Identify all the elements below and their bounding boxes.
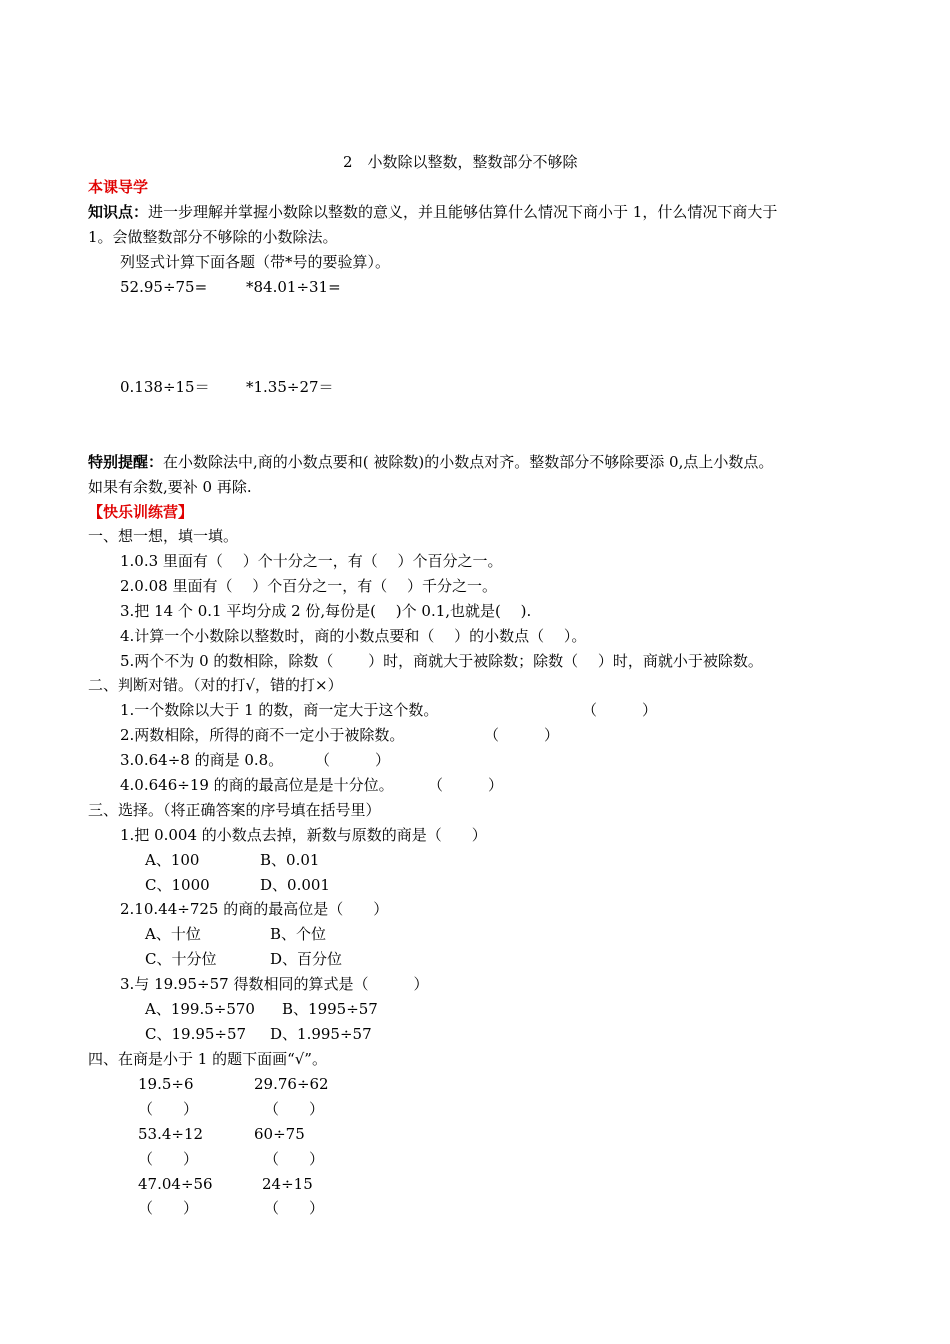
section4-problem-2: 29.76÷62 xyxy=(254,1075,329,1093)
section3-heading: 三、选择。（将正确答案的序号填在括号里） xyxy=(88,801,381,819)
section3-q3-option-d: D、1.995÷57 xyxy=(270,1025,372,1043)
section4-problem-1: 19.5÷6 xyxy=(138,1075,194,1093)
calc-problem-1: 52.95÷75= xyxy=(120,278,208,296)
camp-heading: 【快乐训练营】 xyxy=(88,503,194,521)
section2-item-4: 4.0.646÷19 的商的最高位是是十分位。 xyxy=(120,776,394,794)
reminder-line-1 xyxy=(88,452,773,472)
vertical-calc-instruction: 列竖式计算下面各题（带*号的要验算）。 xyxy=(120,253,391,271)
section3-q1-stem: 1.把 0.004 的小数点去掉，新数与原数的商是（ ） xyxy=(120,826,487,844)
section2-item-1: 1.一个数除以大于 1 的数，商一定大于这个数。 xyxy=(120,701,439,719)
section1-item-1: 1.0.3 里面有（ ）个十分之一，有（ ）个百分之一。 xyxy=(120,552,503,570)
section3-q3-option-c: C、19.95÷57 xyxy=(145,1025,247,1043)
calc-problem-4: *1.35÷27＝ xyxy=(246,378,334,396)
section1-item-5: 5.两个不为 0 的数相除，除数（ ）时，商就大于被除数；除数（ ）时，商就小于被除数。 xyxy=(120,652,763,670)
section3-q3-option-b: B、1995÷57 xyxy=(282,1000,378,1018)
reminder-text-2: 如果有余数,要补 0 再除. xyxy=(88,478,252,496)
page-title: 2 小数除以整数，整数部分不够除 xyxy=(343,153,578,171)
section3-q3-stem: 3.与 19.95÷57 得数相同的算式是（ ） xyxy=(120,975,429,993)
section4-problem-3: 53.4÷12 xyxy=(138,1125,204,1143)
calc-problem-2: *84.01÷31= xyxy=(246,278,341,296)
section1-heading: 一、想一想，填一填。 xyxy=(88,527,239,545)
section1-item-2: 2.0.08 里面有（ ）个百分之一，有（ ）千分之一。 xyxy=(120,577,498,595)
section2-bracket-3: （ ） xyxy=(315,751,391,769)
reminder-text-1: 在小数除法中,商的小数点要和( 被除数)的小数点对齐。整数部分不够除要添 0,点上小数点。 xyxy=(163,453,774,471)
knowledge-line-1 xyxy=(88,202,777,222)
section4-problem-6: 24÷15 xyxy=(262,1175,313,1193)
reminder-label: 特别提醒： xyxy=(88,453,164,471)
calc-problem-3: 0.138÷15＝ xyxy=(120,378,210,396)
section3-q1-option-c: C、1000 xyxy=(145,876,210,894)
section4-bracket-2: （ ） xyxy=(264,1100,325,1118)
section4-problem-5: 47.04÷56 xyxy=(138,1175,213,1193)
section4-bracket-5: （ ） xyxy=(138,1199,199,1217)
section3-q2-option-c: C、十分位 xyxy=(145,950,217,968)
section2-bracket-4: （ ） xyxy=(428,776,504,794)
section3-q2-option-a: A、十位 xyxy=(145,925,201,943)
section3-q1-option-a: A、100 xyxy=(145,851,200,869)
section1-item-4: 4.计算一个小数除以整数时，商的小数点要和（ ）的小数点（ ）。 xyxy=(120,627,587,645)
section3-q2-option-b: B、个位 xyxy=(270,925,327,943)
section2-bracket-2: （ ） xyxy=(484,726,560,744)
section2-bracket-1: （ ） xyxy=(582,701,658,719)
section2-item-2: 2.两数相除，所得的商不一定小于被除数。 xyxy=(120,726,405,744)
section4-bracket-1: （ ） xyxy=(138,1100,199,1118)
guide-heading: 本课导学 xyxy=(88,178,149,196)
section4-bracket-4: （ ） xyxy=(264,1150,325,1168)
section3-q2-stem: 2.10.44÷725 的商的最高位是（ ） xyxy=(120,900,389,918)
section4-problem-4: 60÷75 xyxy=(254,1125,305,1143)
knowledge-label: 知识点： xyxy=(88,203,149,221)
section4-bracket-6: （ ） xyxy=(264,1199,325,1217)
section3-q2-option-d: D、百分位 xyxy=(270,950,343,968)
section2-item-3: 3.0.64÷8 的商是 0.8。 xyxy=(120,751,284,769)
section3-q1-option-d: D、0.001 xyxy=(260,876,330,894)
section1-item-3: 3.把 14 个 0.1 平均分成 2 份,每份是( )个 0.1,也就是( ). xyxy=(120,602,532,620)
section3-q3-option-a: A、199.5÷570 xyxy=(145,1000,255,1018)
section3-q1-option-b: B、0.01 xyxy=(260,851,320,869)
section4-heading: 四、在商是小于 1 的题下面画“√”。 xyxy=(88,1050,327,1068)
knowledge-text-1: 进一步理解并掌握小数除以整数的意义，并且能够估算什么情况下商小于 1，什么情况下商大于 xyxy=(148,203,778,221)
section2-heading: 二、判断对错。（对的打√，错的打×） xyxy=(88,676,343,694)
section4-bracket-3: （ ） xyxy=(138,1150,199,1168)
knowledge-text-2: 1。会做整数部分不够除的小数除法。 xyxy=(88,228,338,246)
